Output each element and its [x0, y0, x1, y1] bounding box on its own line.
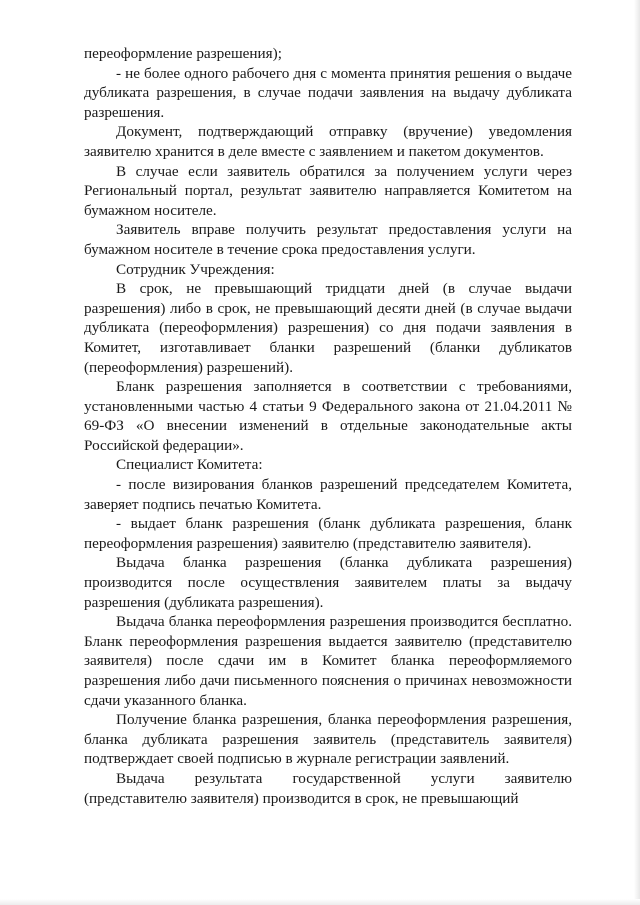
- paragraph-regional-portal: В случае если заявитель обратился за получением услуги через Региональный портал, результат заявителю направляется Комитетом на бумажном носителе.: [84, 162, 572, 219]
- paragraph-seal-certification: - после визирования бланков разрешений председателем Комитета, заверяет подпись печатью Комитета.: [84, 476, 572, 513]
- paragraph-notification-storage: Документ, подтверждающий отправку (вручение) уведомления заявителю хранится в деле вместе с заявлением и пакетом документов.: [84, 123, 572, 160]
- document-body: [84, 44, 572, 808]
- scan-bottom-shadow: [0, 899, 640, 905]
- paragraph-form-issuance: - выдает бланк разрешения (бланк дубликата разрешения, бланк переоформления разрешения) заявителю (представителю заявителя).: [84, 515, 572, 552]
- paragraph-continuation: переоформление разрешения);: [84, 45, 282, 62]
- paragraph-form-requirements: Бланк разрешения заполняется в соответствии с требованиями, установленными частью 4 статьи 9 Федерального закона от 21.04.2011 № 69-ФЗ «О внесении изменений в отдельные законодательные акты Российской федерации».: [84, 378, 572, 454]
- heading-committee-specialist: Специалист Комитета:: [116, 456, 263, 474]
- paragraph-paper-result: Заявитель вправе получить результат предоставления услуги на бумажном носителе в течение срока предоставления услуги.: [84, 221, 572, 258]
- scan-edge-shadow: [634, 0, 640, 905]
- heading-institution-employee: Сотрудник Учреждения:: [116, 260, 275, 278]
- paragraph-reissue-free: Выдача бланка переоформления разрешения производится бесплатно. Бланк переоформления разрешения выдается заявителю (представителю заявителя) после сдачи им в Комитет бланка переоформляемого разрешения либо дачи письменного пояснения о причинах невозможности сдачи указанного бланка.: [84, 613, 572, 709]
- paragraph-production-terms: В срок, не превышающий тридцати дней (в случае выдачи разрешения) либо в срок, не превышающий десяти дней (в случае выдачи дубликата (переоформления) разрешения) со дня подачи заявления в Комитет, изготавливает бланки разрешений (бланки дубликатов (переоформления) разрешений).: [84, 280, 572, 376]
- paragraph-receipt-confirmation: Получение бланка разрешения, бланка переоформления разрешения, бланка дубликата разрешения заявитель (представитель заявителя) подтверждает своей подписью в журнале регистрации заявлений.: [84, 711, 572, 768]
- paragraph-duplicate-deadline: - не более одного рабочего дня с момента принятия решения о выдаче дубликата разрешения, в случае подачи заявления на выдачу дубликата разрешения.: [84, 64, 572, 121]
- paragraph-payment-condition: Выдача бланка разрешения (бланка дубликата разрешения) производится после осуществления заявителем платы за выдачу разрешения (дубликата разрешения).: [84, 554, 572, 611]
- paragraph-result-deadline: Выдача результата государственной услуги заявителю (представителю заявителя) производится в срок, не превышающий: [84, 769, 572, 807]
